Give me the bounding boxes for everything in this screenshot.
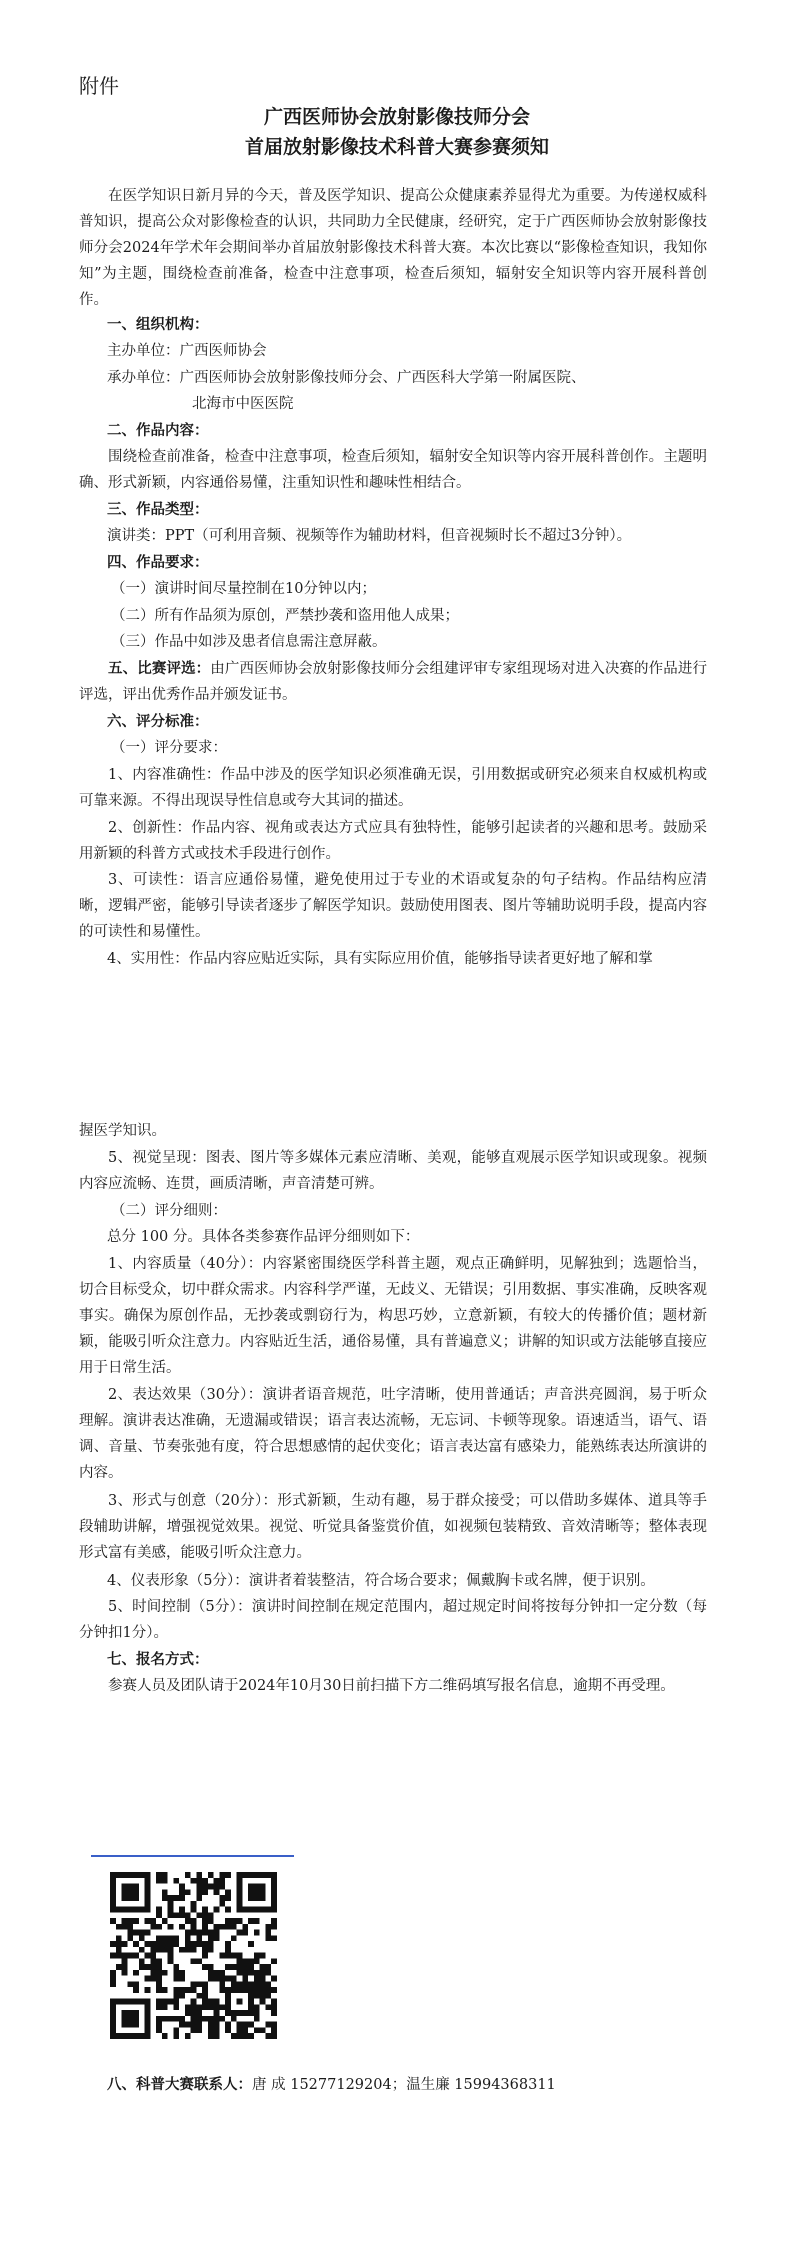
criterion-readability: 3、可读性：语言应通俗易懂，避免使用过于专业的术语或复杂的句子结构。作品结构应清晰，逻辑严密，能够引导读者逐步了解医学知识。鼓励使用图表、图片等辅助说明手段，提高内容的可读性和易懂性。 xyxy=(79,872,707,940)
total-score-line: 总分 100 分。具体各类参赛作品评分细则如下： xyxy=(107,1229,420,1245)
intro-paragraph: 在医学知识日新月异的今天，普及医学知识、提高公众健康素养显得尤为重要。为传递权威科普知识，提高公众对影像检查的认识，共同助力全民健康，经研究，定于广西医师协会放射影像技师分会2024年学术年会期间举办首届放射影像技术科普大赛。本次比赛以“影像检查知识，我知你知”为主题，围绕检查前准备，检查中注意事项，检查后须知，辐射安全知识等内容开展科普创作。 xyxy=(79,188,707,308)
requirement-item-1: （一）演讲时间尽量控制在10分钟以内； xyxy=(111,581,376,597)
criterion-practicality-part-2: 握医学知识。 xyxy=(79,1123,166,1139)
document-title-line-2: 首届放射影像技术科普大赛参赛须知 xyxy=(244,136,549,158)
scoring-requirements-subheading: （一）评分要求： xyxy=(111,740,227,756)
section-2-text: 围绕检查前准备，检查中注意事项，检查后须知，辐射安全知识等内容开展科普创作。主题明确、形式新颖，内容通俗易懂，注重知识性和趣味性相结合。 xyxy=(79,449,707,491)
host-unit: 主办单位：广西医师协会 xyxy=(107,343,267,359)
detail-form-creativity: 3、形式与创意（20分）：形式新颖，生动有趣，易于群众接受；可以借助多媒体、道具等手段辅助讲解，增强视觉效果。视觉、听觉具备鉴赏价值，如视频包装精致、音效清晰等；整体表现形式富有美感，能吸引听众注意力。 xyxy=(79,1493,707,1561)
section-1-heading: 一、组织机构： xyxy=(107,316,209,333)
section-5-paragraph xyxy=(79,656,707,708)
criterion-accuracy: 1、内容准确性：作品中涉及的医学知识必须准确无误，引用数据或研究必须来自权威机构或可靠来源。不得出现误导性信息或夸大其词的描述。 xyxy=(79,767,707,809)
detail-time-control: 5、时间控制（5分）：演讲时间控制在规定范围内，超过规定时间将按每分钟扣一定分数（每分钟扣1分）。 xyxy=(79,1599,707,1641)
section-4-heading: 四、作品要求： xyxy=(107,554,209,571)
section-3-text: 演讲类：PPT（可利用音频、视频等作为辅助材料，但音视频时长不超过3分钟）。 xyxy=(107,528,632,544)
criterion-innovation: 2、创新性：作品内容、视角或表达方式应具有独特性，能够引起读者的兴趣和思考。鼓励采用新颖的科普方式或技术手段进行创作。 xyxy=(79,820,707,862)
organizer-unit: 承办单位：广西医师协会放射影像技师分会、广西医科大学第一附属医院、 xyxy=(107,370,586,386)
section-7-text: 参赛人员及团队请于2024年10月30日前扫描下方二维码填写报名信息，逾期不再受理。 xyxy=(108,1678,675,1694)
requirement-item-2: （二）所有作品须为原创，严禁抄袭和盗用他人成果； xyxy=(111,608,459,624)
section-3-heading: 三、作品类型： xyxy=(107,501,209,518)
annex-label: 附件 xyxy=(79,74,119,98)
document-title-line-1: 广西医师协会放射影像技师分会 xyxy=(263,106,530,128)
criterion-visual-presentation: 5、视觉呈现：图表、图片等多媒体元素应清晰、美观，能够直观展示医学知识或现象。视频内容应流畅、连贯，画质清晰，声音清楚可辨。 xyxy=(79,1150,707,1192)
detail-content-quality: 1、内容质量（40分）：内容紧密围绕医学科普主题，观点正确鲜明，见解独到；选题恰当，切合目标受众，切中群众需求。内容科学严谨，无歧义、无错误；引用数据、事实准确，反映客观事实。确保为原创作品，无抄袭或剽窃行为，构思巧妙，立意新颖，有较大的传播价值；题材新颖，能吸引听众注意力。内容贴近生活，通俗易懂，具有普遍意义；讲解的知识或方法能够直接应用于日常生活。 xyxy=(79,1256,707,1376)
criterion-practicality-part-1: 4、实用性：作品内容应贴近实际，具有实际应用价值，能够指导读者更好地了解和掌 xyxy=(107,951,653,967)
scoring-details-subheading: （二）评分细则： xyxy=(111,1203,227,1219)
section-5-text: 由广西医师协会放射影像技师分会组建评审专家组现场对进入决赛的作品进行评选，评出优秀作品并颁发证书。 xyxy=(79,661,708,703)
section-6-heading: 六、评分标准： xyxy=(107,713,209,730)
section-8-heading: 八、科普大赛联系人： xyxy=(107,2076,252,2093)
contact-line xyxy=(107,2072,556,2098)
section-2-heading: 二、作品内容： xyxy=(107,422,209,439)
requirement-item-3: （三）作品中如涉及患者信息需注意屏蔽。 xyxy=(111,634,387,650)
section-7-heading: 七、报名方式： xyxy=(107,1651,209,1668)
section-8-text: 唐 成 15277129204；温生廉 15994368311 xyxy=(252,2077,556,2093)
section-5-heading: 五、比赛评选： xyxy=(108,660,211,677)
detail-expression-effect: 2、表达效果（30分）：演讲者语音规范，吐字清晰，使用普通话；声音洪亮圆润，易于听众理解。演讲表达准确，无遗漏或错误；语言表达流畅，无忘词、卡顿等现象。语速适当，语气、语调、音量、节奏张弛有度，符合思想感情的起伏变化；语言表达富有感染力，能熟练表达所演讲的内容。 xyxy=(79,1387,707,1481)
organizer-unit-continued: 北海市中医医院 xyxy=(192,396,294,412)
qr-divider-line xyxy=(91,1855,294,1857)
detail-appearance: 4、仪表形象（5分）：演讲者着装整洁，符合场合要求；佩戴胸卡或名牌，便于识别。 xyxy=(107,1573,655,1589)
registration-qr-code[interactable] xyxy=(110,1872,277,2039)
